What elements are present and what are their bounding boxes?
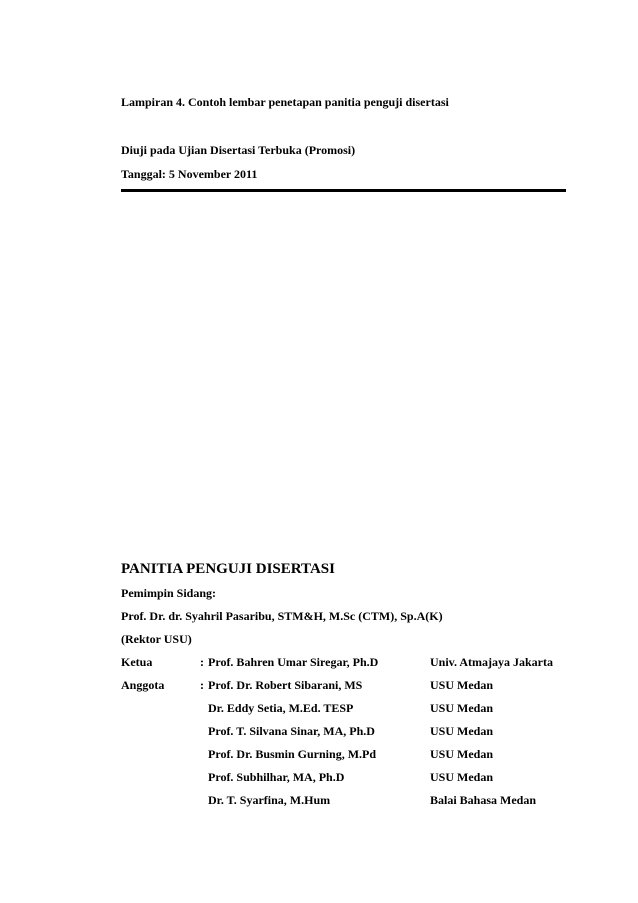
member-name: Prof. Subhilhar, MA, Ph.D	[208, 770, 345, 784]
member-row	[121, 655, 571, 673]
member-row	[121, 770, 571, 788]
member-colon: :	[200, 678, 204, 692]
member-row	[121, 724, 571, 742]
member-institution: USU Medan	[430, 724, 494, 738]
member-name: Prof. Dr. Busmin Gurning, M.Pd	[208, 747, 377, 761]
chair-role: (Rektor USU)	[121, 632, 192, 646]
member-row	[121, 678, 571, 696]
member-name: Dr. Eddy Setia, M.Ed. TESP	[208, 701, 354, 715]
member-institution: USU Medan	[430, 770, 494, 784]
caption: Lampiran 4. Contoh lembar penetapan panitia penguji disertasi	[121, 95, 449, 109]
member-row	[121, 747, 571, 765]
member-name: Prof. T. Silvana Sinar, MA, Ph.D	[208, 724, 375, 738]
chair-label: Pemimpin Sidang:	[121, 586, 217, 600]
chair-name: Prof. Dr. dr. Syahril Pasaribu, STM&H, M.Sc (CTM), Sp.A(K)	[121, 609, 443, 623]
member-name: Prof. Bahren Umar Siregar, Ph.D	[208, 655, 379, 669]
member-name: Prof. Dr. Robert Sibarani, MS	[208, 678, 363, 692]
divider-rule	[121, 189, 566, 192]
member-colon: :	[200, 655, 204, 669]
member-row	[121, 701, 571, 719]
member-institution: USU Medan	[430, 701, 494, 715]
member-name: Dr. T. Syarfina, M.Hum	[208, 793, 331, 807]
member-institution: USU Medan	[430, 747, 494, 761]
member-institution: Balai Bahasa Medan	[430, 793, 537, 807]
member-role: Anggota	[121, 678, 165, 692]
member-row	[121, 793, 571, 811]
committee-title: PANITIA PENGUJI DISERTASI	[121, 561, 335, 577]
date-line: Tanggal: 5 November 2011	[121, 167, 258, 181]
member-institution: Univ. Atmajaya Jakarta	[430, 655, 553, 669]
member-institution: USU Medan	[430, 678, 494, 692]
exam-line: Diuji pada Ujian Disertasi Terbuka (Promosi)	[121, 143, 356, 157]
member-role: Ketua	[121, 655, 153, 669]
